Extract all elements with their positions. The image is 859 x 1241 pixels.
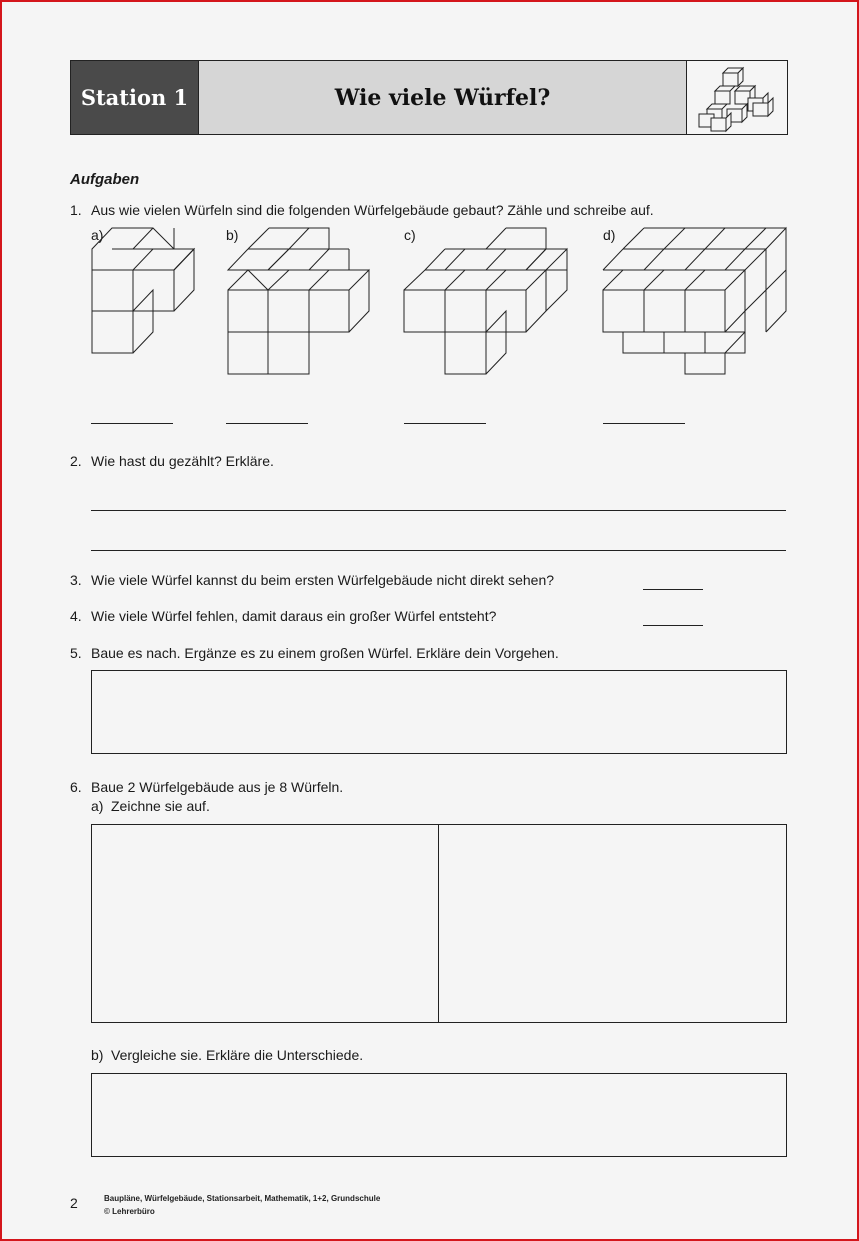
task-1-number: 1. (70, 202, 82, 218)
task-6b-label: b) (91, 1047, 104, 1063)
answer-line-2b[interactable] (91, 550, 786, 551)
cube-building-b (228, 228, 369, 374)
page-number: 2 (70, 1195, 78, 1211)
task-1-text: Aus wie vielen Würfeln sind die folgenden Würfelgebäude gebaut? Zähle und schreibe auf. (91, 202, 654, 218)
station-label: Station 1 (71, 61, 199, 134)
answer-box-6b[interactable] (91, 1073, 787, 1157)
figure-label-d: d) (603, 227, 616, 243)
footer-line-1: Baupläne, Würfelgebäude, Stationsarbeit, Mathematik, 1+2, Grundschule (104, 1194, 381, 1203)
answer-line-c[interactable] (404, 423, 486, 424)
footer-line-2: © Lehrerbüro (104, 1207, 155, 1216)
task-4-text: Wie viele Würfel fehlen, damit daraus ein großer Würfel entsteht? (91, 608, 497, 624)
cube-building-c (404, 228, 567, 374)
answer-line-a[interactable] (91, 423, 173, 424)
task-2-text: Wie hast du gezählt? Erkläre. (91, 453, 274, 469)
task-3-text: Wie viele Würfel kannst du beim ersten Würfelgebäude nicht direkt sehen? (91, 572, 555, 588)
task-6a-label: a) (91, 798, 104, 814)
figure-label-a: a) (91, 227, 104, 243)
answer-line-d[interactable] (603, 423, 685, 424)
figure-label-c: c) (404, 227, 416, 243)
figure-label-b: b) (226, 227, 239, 243)
task-5-text: Baue es nach. Ergänze es zu einem großen Würfel. Erkläre dein Vorgehen. (91, 645, 559, 661)
cube-building-d (603, 228, 786, 374)
task-5-number: 5. (70, 645, 82, 661)
task-4-number: 4. (70, 608, 82, 624)
cube-building-a (92, 228, 194, 353)
section-title: Aufgaben (70, 171, 140, 188)
answer-line-b[interactable] (226, 423, 308, 424)
answer-box-5[interactable] (91, 670, 787, 754)
task-6-text: Baue 2 Würfelgebäude aus je 8 Würfeln. (91, 779, 344, 795)
answer-line-3[interactable] (643, 589, 703, 590)
answer-line-4[interactable] (643, 625, 703, 626)
task-3-number: 3. (70, 572, 82, 588)
cube-figures (0, 0, 859, 400)
page-title: Wie viele Würfel? (199, 61, 687, 134)
drawing-box-right[interactable] (438, 824, 787, 1023)
task-2-number: 2. (70, 453, 82, 469)
task-6a-text: Zeichne sie auf. (111, 798, 210, 814)
drawing-box-left[interactable] (91, 824, 439, 1023)
task-6b-text: Vergleiche sie. Erkläre die Unterschiede. (111, 1047, 364, 1063)
task-6-number: 6. (70, 779, 82, 795)
answer-line-2a[interactable] (91, 510, 786, 511)
